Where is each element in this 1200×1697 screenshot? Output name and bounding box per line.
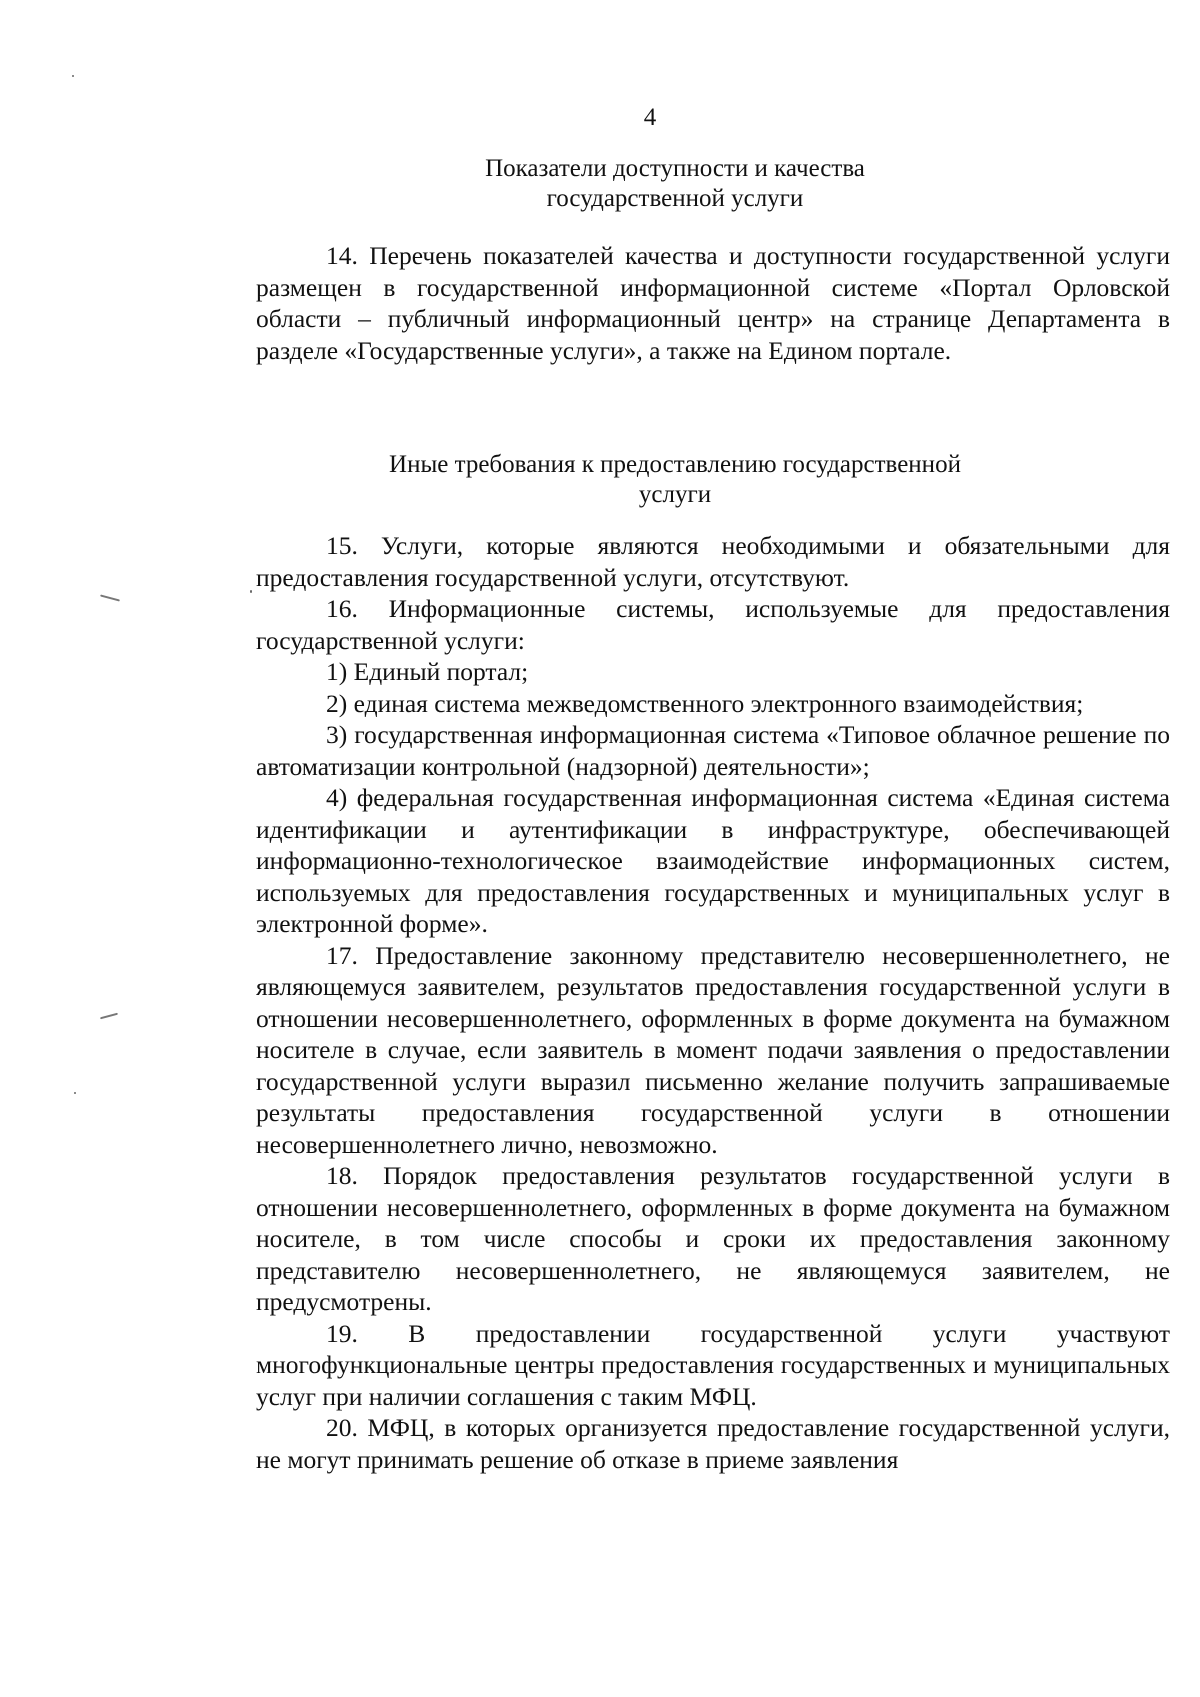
section-heading-line: Иные требования к предоставлению государственной <box>389 451 961 478</box>
scan-mark <box>100 594 120 601</box>
section-heading <box>420 154 930 214</box>
section-body <box>256 530 1170 1475</box>
scan-speck <box>72 75 74 77</box>
paragraph: 18. Порядок предоставления результатов государственной услуги в отношении несовершеннолетнего, оформленных в форме документа на бумажном носителе, в том числе способы и сроки их предоставления законному представителю несовершеннолетнего, не являющемуся заявителем, не предусмотрены. <box>256 1161 1170 1316</box>
list-item: 2) единая система межведомственного электронного взаимодействия; <box>326 688 1084 718</box>
scan-speck <box>74 1092 76 1094</box>
section-heading-line: услуги <box>638 481 712 508</box>
scan-mark <box>100 1013 118 1020</box>
section-heading <box>370 450 980 510</box>
section-heading-line: Показатели доступности и качества <box>485 155 865 182</box>
page-number: 4 <box>643 104 657 131</box>
list-item: 4) федеральная государственная информационная система «Единая система идентификации и аутентификации в инфраструктуре, обеспечивающей информационно-технологическое взаимодействие информационных систем, используемых для предоставления государственных и муниципальных услуг в электронной форме». <box>256 783 1170 938</box>
scan-speck <box>250 590 252 593</box>
list-item: 3) государственная информационная система «Типовое облачное решение по автоматизации контрольной (надзорной) деятельности»; <box>256 720 1170 781</box>
paragraph: 16. Информационные системы, используемые для предоставления государственной услуги: <box>256 594 1170 655</box>
paragraph: 15. Услуги, которые являются необходимыми и обязательными для предоставления государственной услуги, отсутствуют. <box>256 531 1170 592</box>
paragraph: 19. В предоставлении государственной услуги участвуют многофункциональные центры предоставления государственных и муниципальных услуг при наличии соглашения с таким МФЦ. <box>256 1318 1170 1411</box>
list-item: 1) Единый портал; <box>326 657 529 686</box>
paragraph: 20. МФЦ, в которых организуется предоставление государственной услуги, не могут принимать решение об отказе в приеме заявления <box>256 1413 1170 1474</box>
paragraph: 17. Предоставление законному представителю несовершеннолетнего, не являющемуся заявителем, результатов предоставления государственной услуги в отношении несовершеннолетнего, оформленных в форме документа на бумажном носителе в случае, если заявитель в момент подачи заявления о предоставлении государственной услуги выразил письменно желание получить запрашиваемые результаты предоставления государственной услуги в отношении несовершеннолетнего лично, невозможно. <box>256 940 1170 1159</box>
section-body <box>256 240 1170 366</box>
section-heading-line: государственной услуги <box>546 185 804 212</box>
paragraph: 14. Перечень показателей качества и доступности государственной услуги размещен в государственной информационной системе «Портал Орловской области – публичный информационный центр» на странице Департамента в разделе «Государственные услуги», а также на Едином портале. <box>256 241 1170 365</box>
